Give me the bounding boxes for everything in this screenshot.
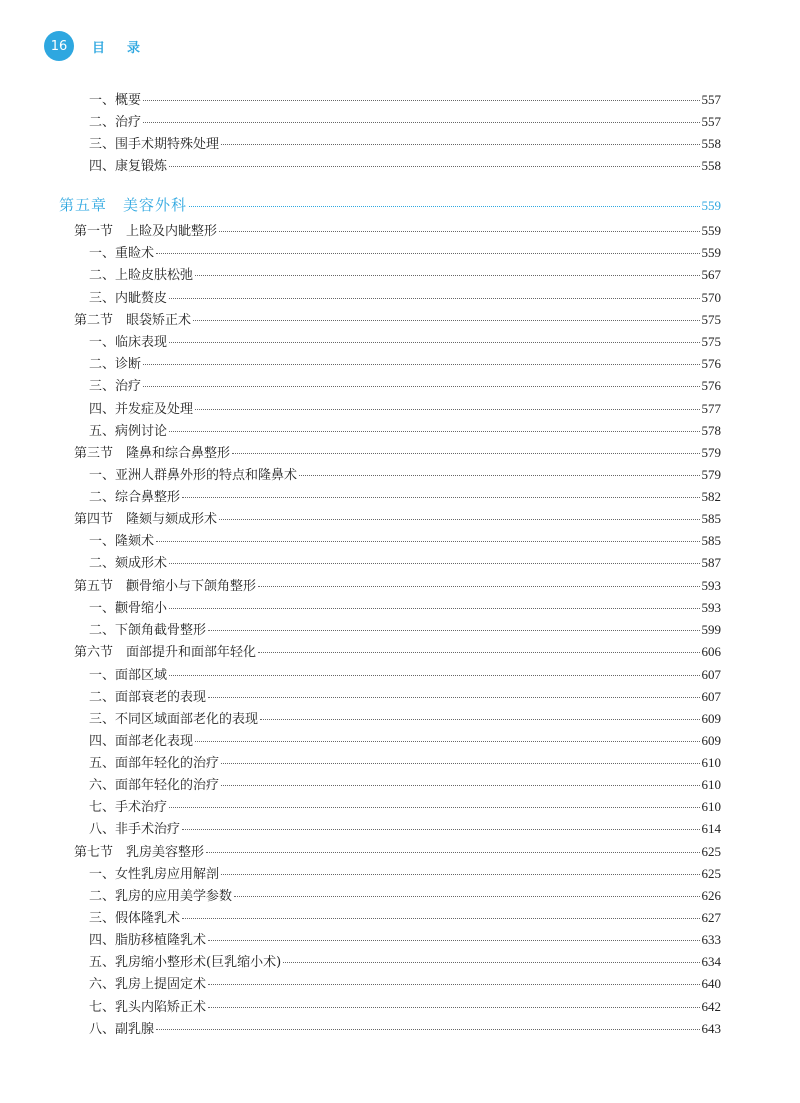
- toc-entry-page: 626: [701, 888, 721, 903]
- running-header-title: 目录: [92, 40, 163, 56]
- toc-subsection-entry[interactable]: [89, 931, 721, 950]
- toc-section-entry[interactable]: [74, 843, 721, 862]
- toc-entry-page: 593: [701, 600, 721, 615]
- toc-entry-page: 633: [701, 932, 721, 947]
- dot-leader: [169, 674, 699, 676]
- toc-entry-page: 567: [701, 267, 721, 282]
- toc-entry-page: 585: [701, 511, 721, 526]
- toc-subsection-entry[interactable]: [89, 333, 721, 352]
- toc-subsection-entry[interactable]: [89, 377, 721, 396]
- toc-entry-title: 第五节 颧骨缩小与下颌角整形: [74, 579, 257, 594]
- toc-subsection-entry[interactable]: [89, 865, 721, 884]
- toc-entry-title: 二、乳房的应用美学参数: [89, 889, 233, 904]
- toc-chapter-entry[interactable]: [59, 195, 721, 216]
- toc-entry-page: 559: [701, 245, 721, 260]
- toc-entry-page: 577: [701, 401, 721, 416]
- toc-entry-title: 一、重睑术: [89, 246, 155, 261]
- toc-entry-title: 二、上睑皮肤松弛: [89, 268, 194, 283]
- dot-leader: [221, 762, 699, 764]
- dot-leader: [189, 205, 699, 207]
- toc-section-entry[interactable]: [74, 510, 721, 529]
- toc-entry-page: 625: [701, 866, 721, 881]
- toc-subsection-entry[interactable]: [89, 975, 721, 994]
- toc-section-entry[interactable]: [74, 311, 721, 330]
- toc-entry-title: 四、面部老化表现: [89, 734, 194, 749]
- dot-leader: [143, 363, 699, 365]
- toc-entry-title: 三、围手术期特殊处理: [89, 137, 220, 152]
- toc-entry-title: 二、综合鼻整形: [89, 490, 181, 505]
- toc-entry-title: 第六节 面部提升和面部年轻化: [74, 645, 257, 660]
- dot-leader: [208, 1006, 699, 1008]
- dot-leader: [169, 562, 699, 564]
- dot-leader: [169, 430, 699, 432]
- toc-entry-page: 576: [701, 378, 721, 393]
- toc-entry-title: 二、诊断: [89, 357, 142, 372]
- toc-entry-title: 五、病例讨论: [89, 424, 168, 439]
- toc-entry-title: 一、面部区域: [89, 668, 168, 683]
- dot-leader: [193, 319, 699, 321]
- toc-entry-title: 七、乳头内陷矫正术: [89, 1000, 207, 1015]
- toc-subsection-entry[interactable]: [89, 1020, 721, 1039]
- toc-entry-page: 578: [701, 423, 721, 438]
- toc-subsection-entry[interactable]: [89, 466, 721, 485]
- dot-leader: [219, 518, 699, 520]
- toc-entry-page: 607: [701, 689, 721, 704]
- dot-leader: [156, 540, 699, 542]
- toc-subsection-entry[interactable]: [89, 798, 721, 817]
- toc-entry-title: 六、乳房上提固定术: [89, 977, 207, 992]
- toc-entry-page: 643: [701, 1021, 721, 1036]
- dot-leader: [232, 452, 699, 454]
- toc-entry-title: 四、脂肪移植隆乳术: [89, 933, 207, 948]
- dot-leader: [221, 873, 699, 875]
- dot-leader: [143, 385, 699, 387]
- toc-subsection-entry[interactable]: [89, 599, 721, 618]
- dot-leader: [182, 828, 699, 830]
- toc-entry-page: 559: [701, 198, 721, 213]
- toc-entry-title: 第一节 上睑及内眦整形: [74, 224, 218, 239]
- toc-section-entry[interactable]: [74, 444, 721, 463]
- toc-entry-page: 559: [701, 223, 721, 238]
- toc-entry-title: 三、内眦赘皮: [89, 291, 168, 306]
- toc-entry-title: 第五章 美容外科: [59, 196, 188, 214]
- toc-entry-title: 一、隆颏术: [89, 534, 155, 549]
- toc-entry-page: 607: [701, 667, 721, 682]
- toc-subsection-entry[interactable]: [89, 909, 721, 928]
- toc-entry-title: 八、副乳腺: [89, 1022, 155, 1037]
- toc-entry-page: 558: [701, 158, 721, 173]
- toc-entry-title: 四、并发症及处理: [89, 402, 194, 417]
- toc-subsection-entry[interactable]: [89, 998, 721, 1017]
- dot-leader: [169, 297, 699, 299]
- toc-entry-title: 一、颧骨缩小: [89, 601, 168, 616]
- page-number-badge: 16: [44, 31, 74, 61]
- toc-subsection-entry[interactable]: [89, 355, 721, 374]
- toc-section-entry[interactable]: [74, 577, 721, 596]
- toc-subsection-entry[interactable]: [89, 135, 721, 154]
- toc-subsection-entry[interactable]: [89, 776, 721, 795]
- dot-leader: [208, 696, 699, 698]
- dot-leader: [208, 983, 699, 985]
- dot-leader: [169, 341, 699, 343]
- toc-subsection-entry[interactable]: [89, 532, 721, 551]
- toc-entry-title: 第七节 乳房美容整形: [74, 845, 205, 860]
- toc-entry-title: 八、非手术治疗: [89, 822, 181, 837]
- toc-entry-title: 三、治疗: [89, 379, 142, 394]
- toc-entry-page: 610: [701, 777, 721, 792]
- toc-entry-title: 二、下颌角截骨整形: [89, 623, 207, 638]
- toc-entry-title: 五、面部年轻化的治疗: [89, 756, 220, 771]
- toc-entry-title: 一、概要: [89, 93, 142, 108]
- dot-leader: [219, 230, 699, 232]
- toc-subsection-entry[interactable]: [89, 554, 721, 573]
- toc-subsection-entry[interactable]: [89, 488, 721, 507]
- toc-entry-page: 575: [701, 334, 721, 349]
- toc-entry-page: 625: [701, 844, 721, 859]
- toc-entry-page: 570: [701, 290, 721, 305]
- toc-entry-title: 一、亚洲人群鼻外形的特点和隆鼻术: [89, 468, 298, 483]
- toc-entry-page: 609: [701, 711, 721, 726]
- toc-entry-title: 二、治疗: [89, 115, 142, 130]
- toc-subsection-entry[interactable]: [89, 887, 721, 906]
- dot-leader: [283, 961, 699, 963]
- toc-subsection-entry[interactable]: [89, 732, 721, 751]
- dot-leader: [143, 121, 699, 123]
- dot-leader: [299, 474, 699, 476]
- dot-leader: [260, 718, 699, 720]
- running-header: [44, 31, 162, 61]
- toc-entry-title: 三、不同区域面部老化的表现: [89, 712, 259, 727]
- toc-entry-page: 609: [701, 733, 721, 748]
- toc-entry-title: 第三节 隆鼻和综合鼻整形: [74, 446, 231, 461]
- toc-subsection-entry[interactable]: [89, 710, 721, 729]
- toc-subsection-entry[interactable]: [89, 113, 721, 132]
- toc-entry-page: 599: [701, 622, 721, 637]
- toc-entry-page: 579: [701, 445, 721, 460]
- toc-subsection-entry[interactable]: [89, 820, 721, 839]
- dot-leader: [208, 629, 699, 631]
- dot-leader: [258, 651, 699, 653]
- toc-subsection-entry[interactable]: [89, 953, 721, 972]
- toc-entry-page: 582: [701, 489, 721, 504]
- dot-leader: [208, 939, 699, 941]
- dot-leader: [221, 143, 699, 145]
- toc-entry-title: 第四节 隆颏与颏成形术: [74, 512, 218, 527]
- toc-entry-page: 634: [701, 954, 721, 969]
- toc-entry-title: 二、面部衰老的表现: [89, 690, 207, 705]
- toc-subsection-entry[interactable]: [89, 157, 721, 176]
- toc-subsection-entry[interactable]: [89, 289, 721, 308]
- toc-entry-title: 第二节 眼袋矫正术: [74, 313, 192, 328]
- toc-subsection-entry[interactable]: [89, 688, 721, 707]
- toc-subsection-entry[interactable]: [89, 91, 721, 110]
- toc-entry-page: 575: [701, 312, 721, 327]
- dot-leader: [195, 408, 699, 410]
- toc-entry-title: 四、康复锻炼: [89, 159, 168, 174]
- toc-entry-page: 557: [701, 114, 721, 129]
- dot-leader: [182, 917, 699, 919]
- toc-subsection-entry[interactable]: [89, 666, 721, 685]
- toc-entry-title: 六、面部年轻化的治疗: [89, 778, 220, 793]
- toc-entry-page: 579: [701, 467, 721, 482]
- toc-subsection-entry[interactable]: [89, 400, 721, 419]
- toc-entry-page: 606: [701, 644, 721, 659]
- toc-section-entry[interactable]: [74, 643, 721, 662]
- dot-leader: [169, 165, 699, 167]
- dot-leader: [156, 1028, 699, 1030]
- toc-subsection-entry[interactable]: [89, 266, 721, 285]
- toc-subsection-entry[interactable]: [89, 754, 721, 773]
- toc-entry-page: 614: [701, 821, 721, 836]
- dot-leader: [221, 784, 699, 786]
- dot-leader: [234, 895, 699, 897]
- toc-entry-page: 587: [701, 555, 721, 570]
- toc-entry-title: 二、颏成形术: [89, 556, 168, 571]
- toc-entry-title: 五、乳房缩小整形术(巨乳缩小术): [89, 955, 282, 970]
- dot-leader: [169, 806, 699, 808]
- toc-entry-title: 三、假体隆乳术: [89, 911, 181, 926]
- toc-subsection-entry[interactable]: [89, 621, 721, 640]
- toc-entry-page: 576: [701, 356, 721, 371]
- toc-subsection-entry[interactable]: [89, 244, 721, 263]
- toc-entry-title: 一、临床表现: [89, 335, 168, 350]
- dot-leader: [195, 740, 699, 742]
- toc-entry-page: 593: [701, 578, 721, 593]
- toc-section-entry[interactable]: [74, 222, 721, 241]
- dot-leader: [195, 274, 699, 276]
- toc-entry-page: 558: [701, 136, 721, 151]
- toc-entry-title: 一、女性乳房应用解剖: [89, 867, 220, 882]
- toc-entry-title: 七、手术治疗: [89, 800, 168, 815]
- dot-leader: [156, 252, 699, 254]
- toc-subsection-entry[interactable]: [89, 422, 721, 441]
- toc-entry-page: 640: [701, 976, 721, 991]
- dot-leader: [143, 99, 699, 101]
- toc-entry-page: 642: [701, 999, 721, 1014]
- toc-entry-page: 610: [701, 799, 721, 814]
- toc-entry-page: 627: [701, 910, 721, 925]
- dot-leader: [169, 607, 699, 609]
- toc-entry-page: 585: [701, 533, 721, 548]
- dot-leader: [182, 496, 699, 498]
- toc-entry-page: 557: [701, 92, 721, 107]
- dot-leader: [206, 851, 699, 853]
- dot-leader: [258, 585, 699, 587]
- toc-entry-page: 610: [701, 755, 721, 770]
